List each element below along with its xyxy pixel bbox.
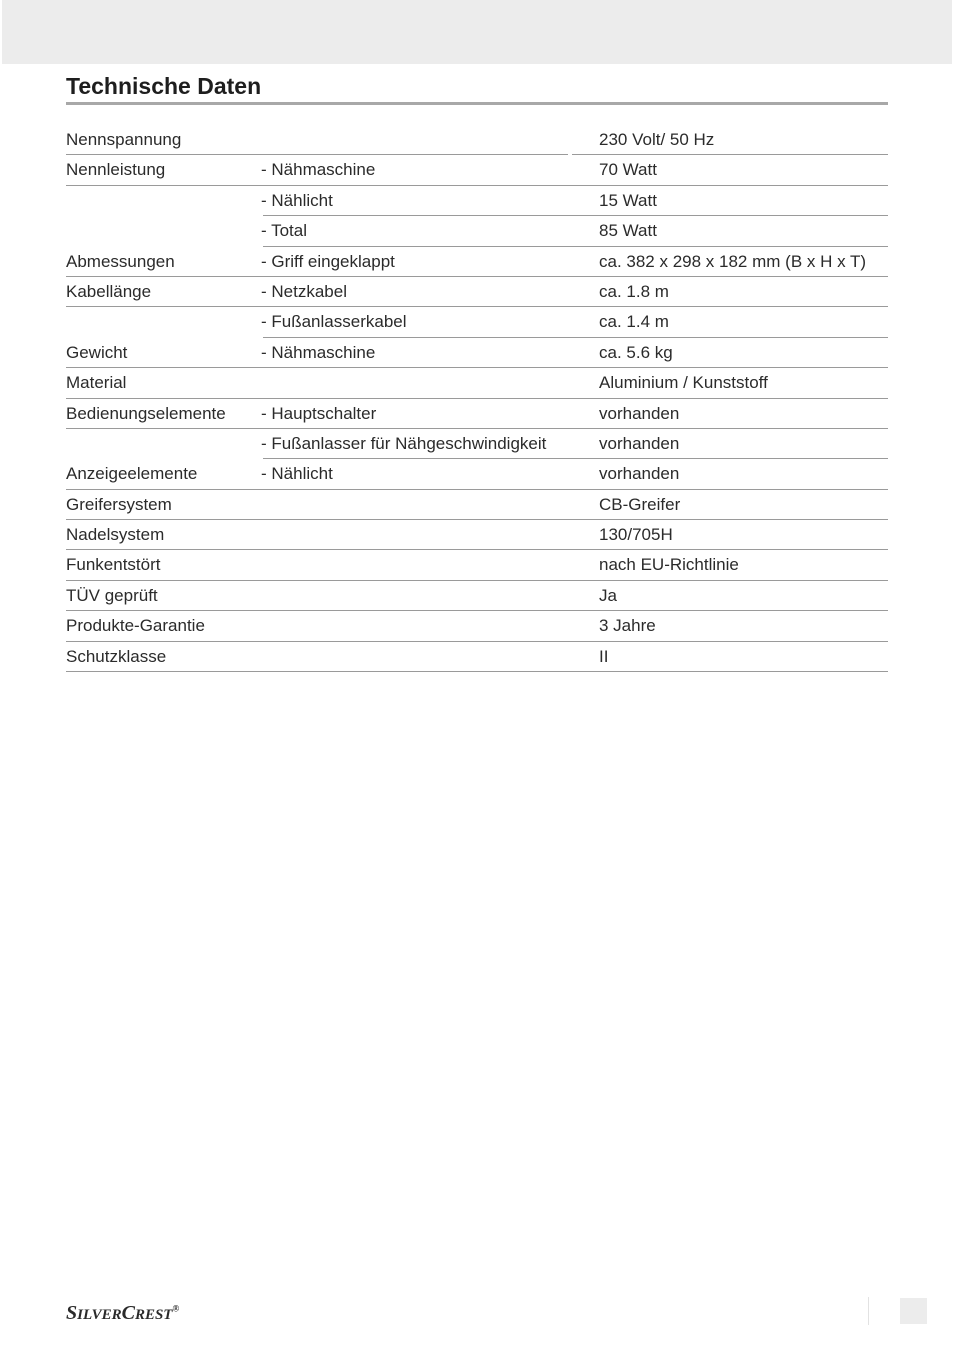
table-row	[66, 611, 888, 641]
table-row	[66, 429, 888, 459]
row-label: Nadelsystem	[66, 525, 165, 545]
footer-divider	[868, 1297, 869, 1325]
row-label: Abmessungen	[66, 251, 175, 271]
table-row	[66, 520, 888, 550]
row-label: Greifersystem	[66, 494, 172, 514]
table-row	[66, 155, 888, 185]
row-value: ca. 5.6 kg	[599, 342, 673, 362]
table-row	[66, 490, 888, 520]
row-divider	[66, 671, 888, 672]
table-row	[66, 307, 888, 337]
row-value: vorhanden	[599, 433, 680, 453]
table-row	[66, 277, 888, 307]
row-value: 15 Watt	[599, 190, 657, 210]
logo-letters: ILVER	[77, 1307, 122, 1323]
row-value: ca. 1.4 m	[599, 312, 669, 332]
logo-letter: C	[121, 1302, 135, 1324]
brand-logo	[66, 1302, 179, 1325]
row-sublabel: - Nähmaschine	[261, 342, 376, 362]
table-row	[66, 642, 888, 672]
table-row	[66, 581, 888, 611]
row-value: 3 Jahre	[599, 616, 656, 636]
row-label: Nennspannung	[66, 130, 182, 149]
row-value: II	[599, 646, 609, 666]
row-sublabel: - Netzkabel	[261, 281, 347, 301]
logo-letter: S	[66, 1302, 78, 1324]
row-value: 130/705H	[599, 525, 673, 545]
row-label: Gewicht	[66, 342, 128, 362]
table-row	[66, 550, 888, 580]
logo-letters: REST	[134, 1307, 173, 1323]
page-number-box	[900, 1298, 927, 1324]
table-row	[66, 186, 888, 216]
title-divider	[66, 102, 888, 105]
row-label: Anzeigeelemente	[66, 464, 198, 484]
table-row	[66, 399, 888, 429]
table-row	[66, 368, 888, 398]
registered-mark: ®	[172, 1303, 180, 1314]
row-sublabel: - Nähmaschine	[261, 160, 376, 180]
table-row	[66, 216, 888, 246]
page-title: Technische Daten	[66, 73, 262, 99]
row-label: Funkentstört	[66, 555, 161, 575]
row-sublabel: - Griff eingeklappt	[261, 251, 395, 271]
header-band	[2, 0, 952, 64]
spec-table	[66, 125, 888, 672]
table-row	[66, 338, 888, 368]
row-sublabel: - Fußanlasser für Nähgeschwindigkeit	[261, 433, 547, 453]
row-value: Aluminium / Kunststoff	[599, 373, 768, 393]
table-row	[66, 459, 888, 489]
row-label: Kabellänge	[66, 281, 152, 301]
table-row	[66, 247, 888, 277]
row-value: ca. 382 x 298 x 182 mm (B x H x T)	[599, 251, 867, 271]
row-label: TÜV geprüft	[66, 585, 158, 605]
row-value: Ja	[599, 585, 617, 605]
row-value: ca. 1.8 m	[599, 281, 669, 301]
row-value: vorhanden	[599, 403, 680, 423]
row-value: nach EU-Richtlinie	[599, 555, 739, 575]
row-value: 230 Volt/ 50 Hz	[599, 130, 715, 149]
row-value: 70 Watt	[599, 160, 657, 180]
row-label: Schutzklasse	[66, 646, 167, 666]
row-value: vorhanden	[599, 464, 680, 484]
row-value: CB-Greifer	[599, 494, 681, 514]
row-value: 85 Watt	[599, 221, 657, 241]
row-sublabel: - Nählicht	[261, 190, 333, 210]
row-label: Bedienungselemente	[66, 403, 226, 423]
row-sublabel: - Fußanlasserkabel	[261, 312, 407, 332]
table-row	[66, 125, 888, 155]
row-sublabel: - Hauptschalter	[261, 403, 377, 423]
row-sublabel: - Total	[261, 221, 307, 241]
row-label: Produkte-Garantie	[66, 616, 205, 636]
row-label: Nennleistung	[66, 160, 166, 180]
row-sublabel: - Nählicht	[261, 464, 333, 484]
row-label: Material	[66, 373, 127, 393]
